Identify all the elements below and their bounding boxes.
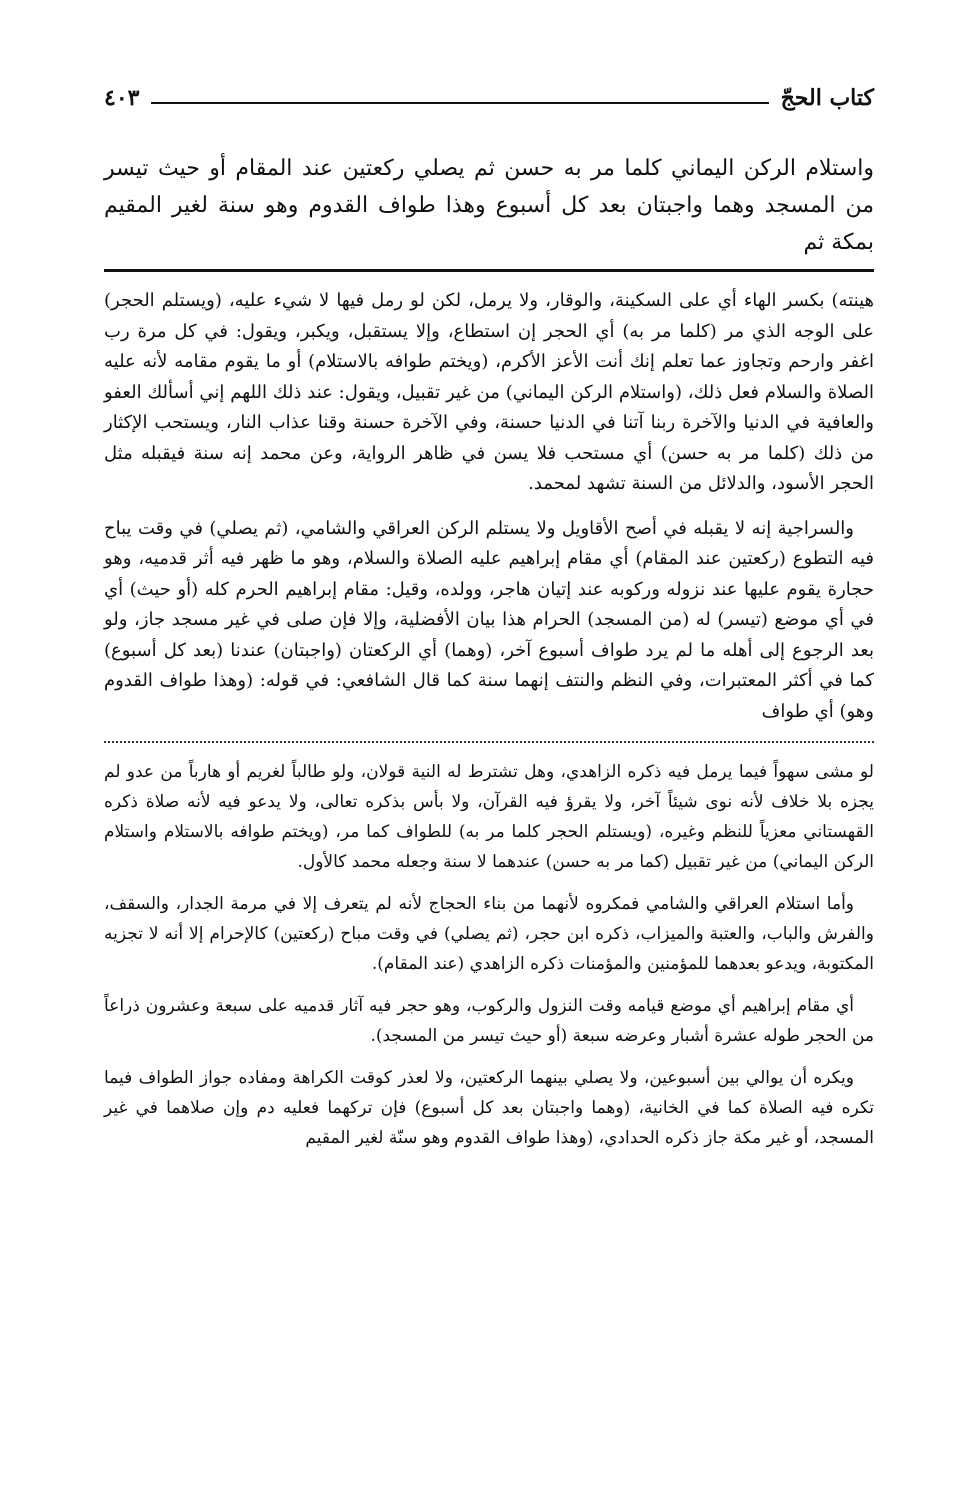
gloss-paragraph: أي مقام إبراهيم أي موضع قيامه وقت النزول والركوب، وهو حجر فيه آثار قدميه على سبعة وعشرون ذراعاً من الحجر طوله عشرة أشبار وعرضه سبعة (أو حيث تيسر من المسجد). — [104, 996, 874, 1046]
page-number: ٤٠٣ — [104, 85, 140, 111]
gloss-paragraph: وأما استلام العراقي والشامي فمكروه لأنهما من بناء الحجاج لأنه لم يتعرف إلا في مرمة الجدار، والسقف، والفرش والباب، والعتبة والميزاب، ذكره ابن حجر، (ثم يصلي) في وقت مباح (ركعتين) كالإحرام إلا أنه لا تجزيه المكتوبة، ويدعو بعدهما للمؤمنين والمؤمنات ذكره الزاهدي (عند المقام). — [104, 894, 874, 974]
gloss-paragraph: ويكره أن يوالي بين أسبوعين، ولا يصلي بينهما الركعتين، ولا لعذر كوقت الكراهة ومفاده جواز الطواف فيما تكره فيه الصلاة كما في الخانية، (وهما واجبتان بعد كل أسبوع) فإن تركهما فعليه دم وإن صلاهما في غير المسجد، أو غير مكة جاز ذكره الحدادي، (وهذا طواف القدوم وهو سنّة لغير المقيم — [104, 1068, 874, 1148]
matn-divider — [104, 269, 874, 272]
dotted-divider — [104, 741, 874, 743]
running-header — [104, 78, 874, 118]
book-page — [104, 78, 874, 1153]
commentary-paragraph: هينته) بكسر الهاء أي على السكينة، والوقار، ولا يرمل، لكن لو رمل فيها لا شيء عليه، (ويستلم الحجر) على الوجه الذي مر (كلما مر به) أي الحجر إن استطاع، وإلا يستقبل، ويكبر، ويقول: في كل مرة رب اغفر وارحم وتجاوز عما تعلم إنك أنت الأعز الأكرم، (ويختم طوافه بالاستلام) أو ما يقوم مقامه لأنه عليه الصلاة والسلام فعل ذلك، (واستلام الركن اليماني) من غير تقبيل، ويقول: عند ذلك اللهم إني أسألك العفو والعافية في الدنيا والآخرة ربنا آتنا في الدنيا حسنة، وفي الآخرة حسنة وقنا عذاب النار، ويستحب الإكثار من ذلك (كلما مر به حسن) أي مستحب فلا يسن في ظاهر الرواية، وعن محمد إنه سنة فيقبله مثل الحجر الأسود، والدلائل من السنة تشهد لمحمد. — [104, 290, 874, 494]
header-rule — [151, 102, 768, 104]
matn-text: واستلام الركن اليماني كلما مر به حسن ثم يصلي ركعتين عند المقام أو حيث تيسر من المسجد وهما واجبتان بعد كل أسبوع وهذا طواف القدوم وهو سنة لغير المقيم بمكة ثم — [104, 156, 874, 255]
gloss-paragraph: لو مشى سهواً فيما يرمل فيه ذكره الزاهدي، وهل تشترط له النية قولان، ولو طالباً لغريم أو هارباً من عدو لم يجزه بلا خلاف لأنه نوى شيئاً آخر، ولا يقرؤ فيه القرآن، ولا بأس بذكره تعالى، ولا يدعو فيه لأنه صلاة ذكره القهستاني معزياً للنظم وغيره، (ويستلم الحجر كلما مر به) للطواف كما مر، (ويختم طوافه بالاستلام واستلام الركن اليماني) من غير تقبيل (كما مر به حسن) عندهما لا سنة وجعله محمد كالأول. — [104, 762, 874, 872]
gloss-block — [104, 757, 874, 1153]
book-title: كتاب الحجّ — [780, 85, 874, 111]
commentary-block — [104, 286, 874, 727]
commentary-paragraph: والسراجية إنه لا يقبله في أصح الأقاويل ولا يستلم الركن العراقي والشامي، (ثم يصلي) في وقت يباح فيه التطوع (ركعتين عند المقام) أي مقام إبراهيم عليه الصلاة والسلام، وهو ما ظهر فيه أثر قدميه، وهو حجارة يقوم عليها عند نزوله وركوبه عند إتيان هاجر، وولده، وقيل: مقام إبراهيم الحرم كله (أو حيث) أي في أي موضع (تيسر) له (من المسجد) الحرام هذا بيان الأفضلية، وإلا فإن صلى في غير مسجد جاز، ولو بعد الرجوع إلى أهله ما لم يرد طواف أسبوع آخر، (وهما) أي الركعتان (واجبتان) عندنا (بعد كل أسبوع) كما في أكثر المعتبرات، وفي النظم والنتف إنهما سنة كما قال الشافعي: في قوله: (وهذا طواف القدوم وهو) أي طواف — [104, 517, 874, 722]
